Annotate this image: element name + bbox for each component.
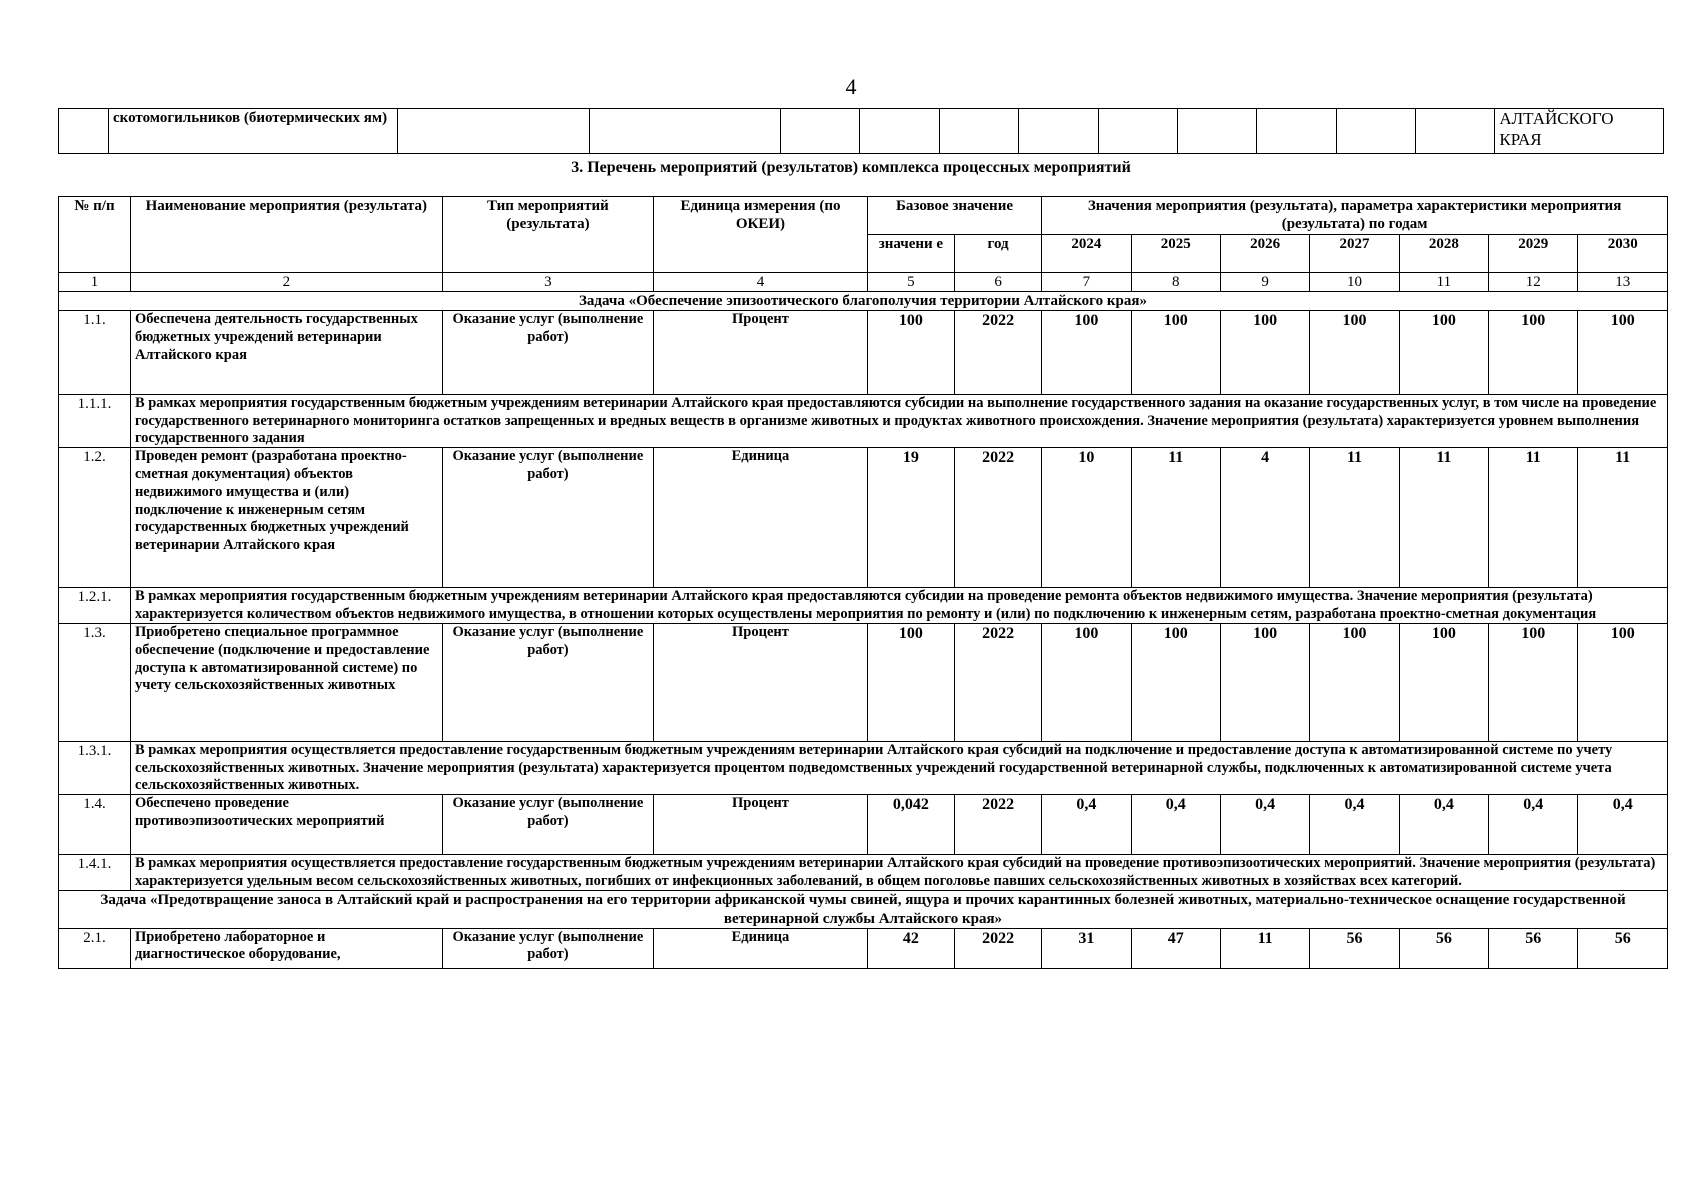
row-value: 100	[1399, 311, 1488, 395]
row-value: 47	[1131, 928, 1220, 968]
row-value: 31	[1042, 928, 1131, 968]
row-value: 0,4	[1131, 795, 1220, 855]
row-name: Приобретено специальное программное обеспечение (подключение и предоставление доступа к автоматизированной системе) по учету сельскохозяйственных животных	[130, 624, 442, 742]
row-unit: Процент	[654, 795, 868, 855]
row-value: 11	[1489, 448, 1578, 588]
header-type: Тип мероприятий (результата)	[442, 197, 653, 273]
description-row	[59, 588, 1668, 624]
row-base-year: 2022	[954, 311, 1041, 395]
row-value: 0,4	[1578, 795, 1668, 855]
row-name: Проведен ремонт (разработана проектно-сметная документация) объектов недвижимого имущества и (или) подключение к инженерным сетям государственных бюджетных учреждений ветеринарии Алтайского края	[130, 448, 442, 588]
column-number: 8	[1131, 273, 1220, 292]
row-value: 11	[1131, 448, 1220, 588]
tail-cell-empty	[59, 109, 109, 154]
row-value: 100	[1310, 624, 1399, 742]
header-year: 2027	[1310, 235, 1399, 273]
header-base: Базовое значение	[867, 197, 1041, 235]
row-unit: Процент	[654, 624, 868, 742]
description-num: 1.2.1.	[59, 588, 131, 624]
row-value: 56	[1578, 928, 1668, 968]
row-base-year: 2022	[954, 624, 1041, 742]
row-unit: Единица	[654, 928, 868, 968]
row-num: 1.2.	[59, 448, 131, 588]
header-values: Значения мероприятия (результата), параметра характеристики мероприятия (результата) по годам	[1042, 197, 1668, 235]
row-value: 100	[1489, 624, 1578, 742]
row-value: 100	[1578, 311, 1668, 395]
description-num: 1.3.1.	[59, 742, 131, 795]
row-type: Оказание услуг (выполнение работ)	[442, 624, 653, 742]
section-title: 3. Перечень мероприятий (результатов) комплекса процессных мероприятий	[571, 159, 1131, 176]
header-year: 2026	[1220, 235, 1309, 273]
task-row	[59, 891, 1668, 929]
row-value: 100	[1042, 624, 1131, 742]
column-number: 5	[867, 273, 954, 292]
activities-table	[58, 196, 1668, 969]
header-base-year: год	[954, 235, 1041, 273]
row-unit: Единица	[654, 448, 868, 588]
row-num: 1.1.	[59, 311, 131, 395]
row-num: 1.4.	[59, 795, 131, 855]
page-number: 4	[845, 74, 857, 99]
row-type: Оказание услуг (выполнение работ)	[442, 928, 653, 968]
row-value: 56	[1310, 928, 1399, 968]
column-number-row	[59, 273, 1668, 292]
row-value: 10	[1042, 448, 1131, 588]
row-unit: Процент	[654, 311, 868, 395]
description-text: В рамках мероприятия государственным бюджетным учреждениям ветеринарии Алтайского края предоставляются субсидии на проведение ремонта объектов недвижимого имущества. Значение мероприятия (результата) характеризуется количеством объектов недвижимого имущества, в отношении которых осуществлены мероприятия по ремонту и (или) по подключению к инженерным сетям, разработана проектно-сметная документация	[130, 588, 1667, 624]
description-num: 1.4.1.	[59, 855, 131, 891]
row-num: 1.3.	[59, 624, 131, 742]
table-row	[59, 311, 1668, 395]
row-value: 0,4	[1399, 795, 1488, 855]
row-base-value: 0,042	[867, 795, 954, 855]
description-text: В рамках мероприятия осуществляется предоставление государственным бюджетным учреждениям ветеринарии Алтайского края субсидий на подключение и предоставление доступа к автоматизированной системе по учету сельскохозяйственных животных. Значение мероприятия (результата) характеризуется процентом подведомственных учреждений государственной ветеринарной службы, подключенных к автоматизированной системе учета сельскохозяйственных животных.	[130, 742, 1667, 795]
header-year: 2029	[1489, 235, 1578, 273]
row-base-value: 100	[867, 311, 954, 395]
column-number: 12	[1489, 273, 1578, 292]
column-number: 13	[1578, 273, 1668, 292]
column-number: 7	[1042, 273, 1131, 292]
column-number: 11	[1399, 273, 1488, 292]
tail-name-cell: скотомогильников (биотермических ям)	[109, 109, 398, 154]
row-value: 0,4	[1310, 795, 1399, 855]
table-row	[59, 448, 1668, 588]
row-value: 11	[1578, 448, 1668, 588]
row-value: 0,4	[1042, 795, 1131, 855]
row-base-year: 2022	[954, 928, 1041, 968]
row-num: 2.1.	[59, 928, 131, 968]
row-base-value: 19	[867, 448, 954, 588]
table-row	[59, 795, 1668, 855]
column-number: 3	[442, 273, 653, 292]
header-year: 2024	[1042, 235, 1131, 273]
row-type: Оказание услуг (выполнение работ)	[442, 795, 653, 855]
column-number: 10	[1310, 273, 1399, 292]
row-type: Оказание услуг (выполнение работ)	[442, 448, 653, 588]
row-value: 56	[1489, 928, 1578, 968]
tail-region-cell: АЛТАЙСКОГО КРАЯ	[1495, 109, 1664, 154]
row-value: 100	[1310, 311, 1399, 395]
header-base-value: значени е	[867, 235, 954, 273]
description-row	[59, 742, 1668, 795]
column-number: 6	[954, 273, 1041, 292]
task-title: Задача «Обеспечение эпизоотического благополучия территории Алтайского края»	[59, 292, 1668, 311]
header-year: 2025	[1131, 235, 1220, 273]
row-value: 11	[1399, 448, 1488, 588]
row-value: 0,4	[1489, 795, 1578, 855]
row-value: 100	[1220, 311, 1309, 395]
row-value: 100	[1131, 624, 1220, 742]
row-value: 100	[1220, 624, 1309, 742]
table-row	[59, 624, 1668, 742]
row-name: Приобретено лабораторное и диагностическое оборудование,	[130, 928, 442, 968]
description-row	[59, 855, 1668, 891]
previous-page-tail-table	[58, 108, 1664, 154]
row-value: 11	[1310, 448, 1399, 588]
description-num: 1.1.1.	[59, 395, 131, 448]
task-row	[59, 292, 1668, 311]
row-value: 4	[1220, 448, 1309, 588]
row-base-value: 100	[867, 624, 954, 742]
header-num: № п/п	[59, 197, 131, 273]
header-unit: Единица измерения (по ОКЕИ)	[654, 197, 868, 273]
row-base-value: 42	[867, 928, 954, 968]
column-number: 4	[654, 273, 868, 292]
description-row	[59, 395, 1668, 448]
header-year: 2030	[1578, 235, 1668, 273]
row-value: 100	[1578, 624, 1668, 742]
row-value: 0,4	[1220, 795, 1309, 855]
row-value: 11	[1220, 928, 1309, 968]
row-value: 100	[1042, 311, 1131, 395]
row-value: 100	[1131, 311, 1220, 395]
row-type: Оказание услуг (выполнение работ)	[442, 311, 653, 395]
task-title: Задача «Предотвращение заноса в Алтайский край и распространения на его территории африканской чумы свиней, ящура и прочих карантинных болезней животных, материально-техническое оснащение государственной ветеринарной службы Алтайского края»	[59, 891, 1668, 929]
description-text: В рамках мероприятия государственным бюджетным учреждениям ветеринарии Алтайского края предоставляются субсидии на выполнение государственного задания на оказание государственных услуг, в том числе на проведение государственного ветеринарного мониторинга остатков запрещенных и вредных веществ в организме животных и продуктах животного происхождения. Значение мероприятия (результата) характеризуется уровнем выполнения государственного задания	[130, 395, 1667, 448]
row-name: Обеспечена деятельность государственных бюджетных учреждений ветеринарии Алтайского края	[130, 311, 442, 395]
header-year: 2028	[1399, 235, 1488, 273]
header-name: Наименование мероприятия (результата)	[130, 197, 442, 273]
column-number: 2	[130, 273, 442, 292]
row-value: 100	[1399, 624, 1488, 742]
description-text: В рамках мероприятия осуществляется предоставление государственным бюджетным учреждениям ветеринарии Алтайского края субсидий на проведение противоэпизоотических мероприятий. Значение мероприятия (результата) характеризуется удельным весом сельскохозяйственных животных, погибших от инфекционных заболеваний, в общем поголовье павших сельскохозяйственных животных в хозяйствах всех категорий.	[130, 855, 1667, 891]
row-value: 56	[1399, 928, 1488, 968]
column-number: 9	[1220, 273, 1309, 292]
row-base-year: 2022	[954, 795, 1041, 855]
row-name: Обеспечено проведение противоэпизоотических мероприятий	[130, 795, 442, 855]
table-row	[59, 928, 1668, 968]
row-base-year: 2022	[954, 448, 1041, 588]
row-value: 100	[1489, 311, 1578, 395]
column-number: 1	[59, 273, 131, 292]
